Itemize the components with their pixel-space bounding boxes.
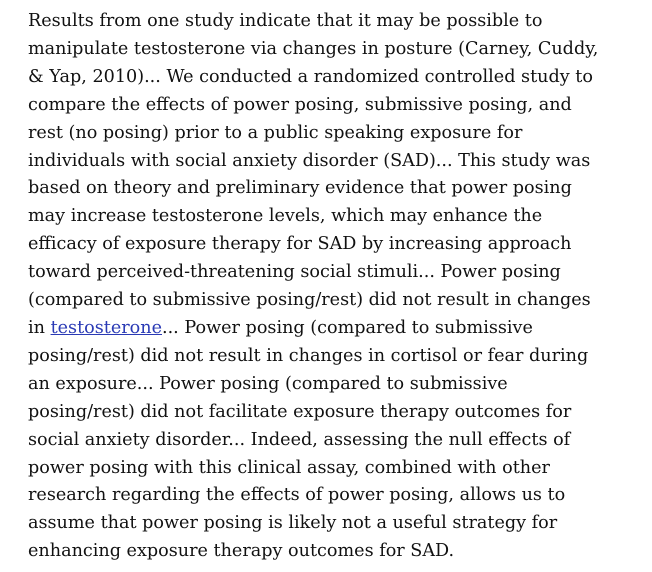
excerpt-line: may increase testosterone levels, which may enhance the <box>28 206 543 227</box>
excerpt-line: posing/rest) did not facilitate exposure therapy outcomes for <box>28 401 572 422</box>
excerpt-line: individuals with social anxiety disorder (SAD)... This study was <box>28 150 591 171</box>
excerpt-line: an exposure... Power posing (compared to submissive <box>28 373 508 394</box>
excerpt-line: Results from one study indicate that it may be possible to <box>28 11 543 31</box>
excerpt-line: research regarding the effects of power posing, allows us to <box>28 485 566 506</box>
excerpt-line: based on theory and preliminary evidence that power posing <box>28 178 572 199</box>
excerpt-line: posing/rest) did not result in changes in cortisol or fear during <box>28 345 589 366</box>
excerpt-line: manipulate testosterone via changes in posture (Carney, Cuddy, <box>28 38 599 59</box>
excerpt-line: social anxiety disorder... Indeed, assessing the null effects of <box>28 429 571 450</box>
excerpt-line: compare the effects of power posing, submissive posing, and <box>28 94 572 115</box>
excerpt-line: & Yap, 2010)... We conducted a randomized controlled study to <box>28 66 593 87</box>
link-prefix: in <box>28 317 51 338</box>
excerpt-line: (compared to submissive posing/rest) did not result in changes <box>28 290 591 311</box>
excerpt-line: enhancing exposure therapy outcomes for SAD. <box>28 541 455 562</box>
excerpt-line: rest (no posing) prior to a public speaking exposure for <box>28 122 523 143</box>
excerpt-line-with-link <box>28 315 628 343</box>
quoted-excerpt <box>28 8 628 566</box>
excerpt-line: toward perceived-threatening social stimuli... Power posing <box>28 262 561 283</box>
excerpt-line: assume that power posing is likely not a useful strategy for <box>28 513 558 534</box>
link-suffix: ... Power posing (compared to submissive <box>162 317 533 338</box>
testosterone-link[interactable]: testosterone <box>50 317 162 338</box>
excerpt-line: power posing with this clinical assay, combined with other <box>28 457 550 478</box>
excerpt-line: efficacy of exposure therapy for SAD by increasing approach <box>28 234 572 255</box>
